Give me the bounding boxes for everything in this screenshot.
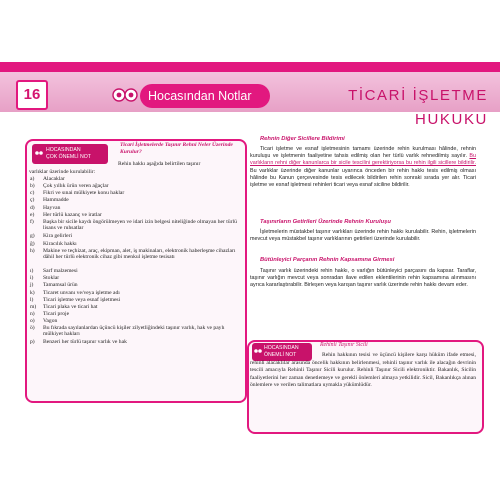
list-item-key: p) <box>30 339 35 345</box>
list-item-text: Hayvan <box>43 205 61 211</box>
list-item-key: ı) <box>30 268 34 274</box>
list-item-key: d) <box>30 205 35 211</box>
list-item-key: b) <box>30 183 35 189</box>
list-item-key: a) <box>30 176 35 182</box>
paragraph-1-underlined: Bu varlıkların rehni diğer kanunlarca bir sicile tescilini gerektiriyorsa bu rehin ilgili sicillere bildirilir. <box>250 153 477 167</box>
list-item-text: Kiracılık hakkı <box>43 241 77 247</box>
list-item-text: Başka bir sicile kaydı öngörülmeyen ve idari izin belgesi niteliğinde olmayan her türlü lisans ve ruhsatlar <box>43 219 237 232</box>
owl-mascot-icon <box>112 86 138 104</box>
list-item-key: ö) <box>30 325 35 331</box>
list-item-key: i) <box>30 275 34 281</box>
note-tag-line2: ÇOK ÖNEMLİ NOT <box>46 153 91 160</box>
list-item-text: Ticaret unvanı ve/veya işletme adı <box>43 290 120 296</box>
list-item-text: Makine ve teçhizat, araç, ekipman, alet, iş makinaları, elektronik haberleşme cihazları dâhil her türlü elektronik cihaz gibi menkul işletme tesisatı <box>43 248 236 261</box>
list-item-key: m) <box>30 304 37 310</box>
chapter-title: TİCARİ İŞLETME HUKUKU <box>348 87 488 128</box>
note-2-body: Rehin hakkının tesisi ve üçüncü kişilere karşı hüküm ifade etmesi, rehinli alacaklılar arasında öncelik hakkının belirlenmesi, rehinli taşınır varlık ile alacağın devrinin tescili amacıyla Rehinli Taşınır Sicili kurulur. Rehinli Taşınır Sicili elektroniktir. Bakanlık, Sicilin faaliyetlerini her zaman denetlemeye ve gerekli önlemleri almaya yetkilidir. Sicil, Bakanlıkça alınan önlemlere ve verilen talimatlara uymakla yükümlüdür. <box>250 352 476 389</box>
list-item-key: l) <box>30 297 34 303</box>
list-item-text: Stoklar <box>43 275 60 281</box>
page-number: 16 <box>16 80 48 110</box>
section-heading-3: Bütünleyici Parçanın Rehnin Kapsamına Girmesi <box>260 257 395 263</box>
owl-eyes-icon <box>35 150 43 156</box>
list-item-text: Tamamsal ürün <box>43 282 78 288</box>
section-heading-2: Taşınırların Getirileri Üzerinde Rehnin Kuruluşu <box>260 219 391 225</box>
list-item-text: Kira gelirleri <box>43 233 73 239</box>
section-heading-1: Rehnin Diğer Sicillere Bildirimi <box>260 136 345 142</box>
list-item-text: Hammadde <box>43 197 69 203</box>
section-paragraph-1 <box>250 146 476 189</box>
list-item-key: h) <box>30 248 35 254</box>
top-margin <box>0 0 500 60</box>
note-2-heading: Rehinli Taşınır Sicili <box>320 342 368 348</box>
list-item-key: g) <box>30 233 35 239</box>
list-item-text: Her türlü kazanç ve iratlar <box>43 212 102 218</box>
section-paragraph-3: Taşınır varlık üzerindeki rehin hakkı, o varlığın bütünleyici parçasını da kapsar. Taraflar, taşınır varlığın mevcut veya sonradan ilave edilen eklentilerinin rehin kapsamına alınmasını ayrıca kararlaştırabilir. Birleşen veya karışan taşınır varlık üzerinde rehin hakkı devam eder. <box>250 268 476 289</box>
list-item-text: Vagon <box>43 318 58 324</box>
list-item-text: Fikri ve sınai mülkiyete konu haklar <box>43 190 125 196</box>
list-item-key: ç) <box>30 197 35 203</box>
note-tag-line1: HOCASINDAN <box>46 147 81 153</box>
note-tag-2-line2: ÖNEMLİ NOT <box>264 351 297 358</box>
note-tag <box>32 144 108 164</box>
paragraph-1-text-b: Bu varlıklar üzerinde diğer kanunlar uyarınca önceden bir rehin hakkı tesis edilmiş olması hâlinde bu Kanun çerçevesinde tesis edilecek bildirilen rehin sonraki sırada yer alır. Ticari işletme ve esnaf işletmesi rehinleri ticari veya esnaf siciline bildirilir. <box>250 167 476 189</box>
note-intro-1: Rehin hakkı aşağıda belirtilen taşınır <box>118 161 201 167</box>
list-item-text: Bu fıkrada sayılanlardan üçüncü kişiler zilyetliğindeki taşınır varlık, hak ve paylı mülkiyet hakları <box>43 325 225 338</box>
list-item-text: Çok yıllık ürün veren ağaçlar <box>43 183 109 189</box>
list-item-key: c) <box>30 190 35 196</box>
list-item-text: Ticari işletme veya esnaf işletmesi <box>43 297 121 303</box>
list-item-key: j) <box>30 282 34 288</box>
list-item-key: f) <box>30 219 34 225</box>
list-item-text: Alacaklar <box>43 176 65 182</box>
list-item-text: Ticari plaka ve ticari hat <box>43 304 98 310</box>
paragraph-1-text-a: Ticari işletme ve esnaf işletmesinin tamamı üzerinde rehin kurulması hâlinde, rehnin kuruluşu ve işletmenin faaliyetine tahsis edilmiş olan her türlü varlık rehnedilmiş sayılır. <box>250 146 476 160</box>
list-item-text: Benzeri her türlü taşınır varlık ve hak <box>43 339 127 345</box>
note-heading: Ticari İşletmelerde Taşınır Rehni Neler Üzerinde Kurulur? <box>120 142 233 155</box>
list-item-key: o) <box>30 318 35 324</box>
note-intro-2: varlıklar üzerinde kurulabilir: <box>29 169 96 175</box>
list-item-key: ğ) <box>30 241 35 247</box>
list-item-key: e) <box>30 212 35 218</box>
list-item-text: Sarf malzemesi <box>43 268 78 274</box>
list-item-text: Ticari proje <box>43 311 70 317</box>
section-paragraph-2: İşletmelerin müstakbel taşınır varlıkları üzerinde rehin hakkı kurulabilir. Rehin, işletmelerin mevcut veya müstakbel taşınır varlıklarının getirileri üzerinde kurulabilir. <box>250 229 476 243</box>
list-item-key: k) <box>30 290 35 296</box>
note-tag-2-line1: HOCASINDAN <box>264 345 299 351</box>
note-2-text <box>250 352 476 390</box>
top-accent-band <box>0 62 500 72</box>
list-item-key: n) <box>30 311 35 317</box>
notes-banner: Hocasından Notlar <box>140 84 270 108</box>
